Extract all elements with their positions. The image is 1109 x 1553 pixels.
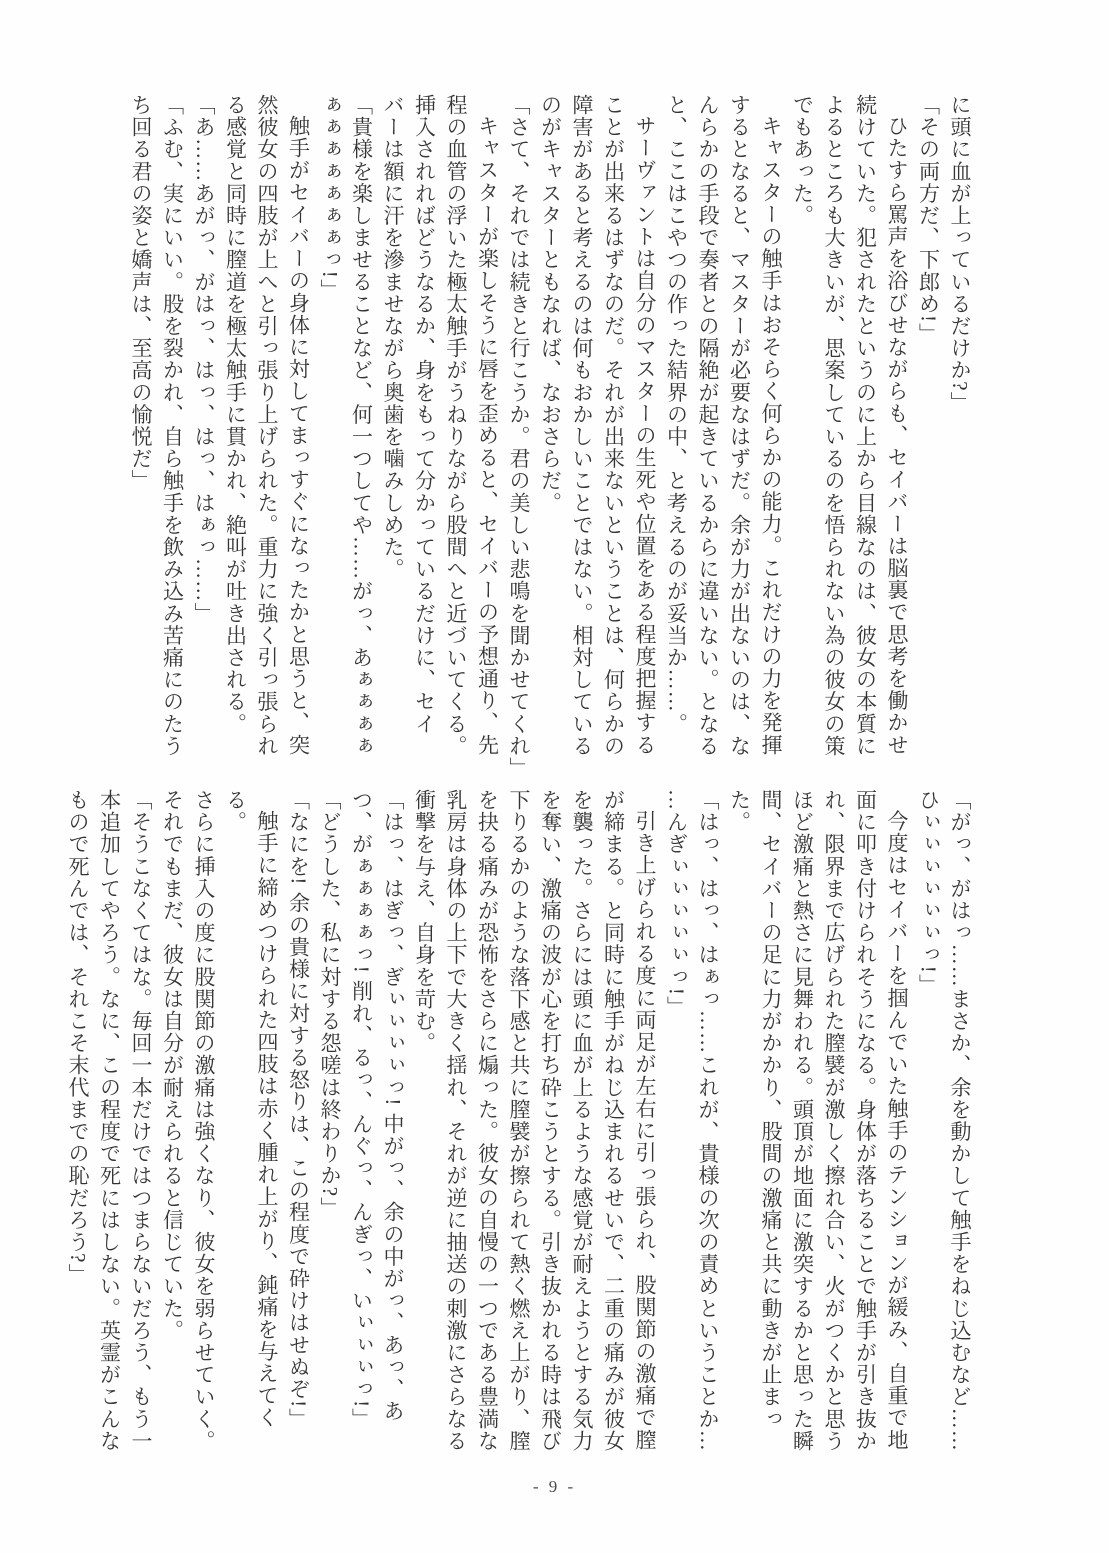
text-line: 引き上げられる度に両足が左右に引っ張られ、股関節の激痛で膣 xyxy=(633,810,657,1451)
text-line: れ、限界まで広げられた膣襞が激しく擦れ合い、火がつくかと思う xyxy=(822,789,846,1452)
text-line: 続けていた。犯されたというのに上から目線なのは、彼女の本質に xyxy=(853,94,878,757)
text-line: 触手がセイバーの身体に対してまっすぐになったかと思うと、突 xyxy=(286,115,311,756)
text-line: もので死んでは、それこそ末代までの恥だろう?」 xyxy=(66,789,90,1286)
text-line: 挿入されればどうなるか、身をもって分かっているだけに、セイ xyxy=(412,94,437,735)
text-line: さらに挿入の度に股関節の激痛は強くなり、彼女を弱らせていく。 xyxy=(192,789,216,1452)
page-number: - 9 - xyxy=(532,1477,577,1496)
text-line: 「なにを! 余の貴様に対する怒りは、この程度で砕けはせぬぞ!」 xyxy=(286,789,311,1431)
text-line: 乳房は身体の上下で大きく揺れ、それが逆に抽送の刺激にさらなる xyxy=(444,789,468,1452)
text-line: に頭に血が上っているだけか?」 xyxy=(948,94,972,414)
text-line: を襲った。さらには頭に血が上るような感覚が耐えようとする気力 xyxy=(570,789,594,1452)
text-line: 衝撃を与え、自身を苛む。 xyxy=(412,789,437,1055)
text-line: 程の血管の浮いた極太触手がうねりながら股間へと近づいてくる。 xyxy=(444,94,468,757)
text-line: 「そうこなくてはな。毎回一本だけではつまらないだろう、もう一 xyxy=(129,789,153,1452)
text-line: 「その両方だ、下郎め!」 xyxy=(916,94,941,346)
text-line: を抉る痛みが恐怖をさらに煽った。彼女の自慢の一つである豊満な xyxy=(475,789,500,1452)
text-line: のがキャスターともなれば、なおさらだ。 xyxy=(538,94,563,514)
text-line: 本追加してやろう。なに、この程度で死にはしない。英霊がこんな xyxy=(97,789,122,1452)
text-line: ち回る君の姿と嬌声は、至高の愉悦だ」 xyxy=(129,94,153,492)
text-line: よるところも大きいが、思案しているのを悟られない為の彼女の策 xyxy=(822,94,846,757)
text-line: 「どうした、私に対する怨嗟は終わりか?」 xyxy=(318,789,342,1220)
text-line: するとなると、マスターが必要なはずだ。余が力が出ないのは、な xyxy=(727,94,752,757)
text-line: ぁぁぁぁぁぁぁっ!」 xyxy=(318,94,342,301)
text-line: キャスターの触手はおそらく何らかの能力。これだけの力を発揮 xyxy=(759,115,783,756)
text-line: …んぎぃぃぃぃぃっ!」 xyxy=(664,789,689,1019)
text-line: る感覚と同時に膣道を極太触手に貫かれ、絶叫が吐き出される。 xyxy=(223,94,248,735)
text-line: 今度はセイバーを掴んでいた触手のテンションが緩み、自重で地 xyxy=(885,810,909,1451)
text-line: んらかの手段で奏者との隔絶が起きているからに違いない。となる xyxy=(696,94,720,757)
text-line: 障害があると考えるのは何もおかしいことではない。相対している xyxy=(570,94,594,757)
text-line: 「はっ、はっ、はぁっ……これが、貴様の次の責めということか… xyxy=(696,789,720,1452)
text-line: 然彼女の四肢が上へと引っ張り上げられた。重力に強く引っ張られ xyxy=(255,94,279,757)
text-line: ひぃぃぃぃぃぃっ!」 xyxy=(916,789,941,996)
lower-text-block xyxy=(62,789,976,1465)
text-line: バーは額に汗を滲ませながら奥歯を噛みしめた。 xyxy=(381,94,405,581)
text-line: サーヴァントは自分のマスターの生死や位置をある程度把握する xyxy=(633,115,657,756)
text-line: を奪い、激痛の波が心を打ち砕こうとする。引き抜かれる時は飛び xyxy=(538,789,563,1452)
text-line: 「がっ、がはっ……まさか、余を動かして触手をねじ込むなど…… xyxy=(948,789,972,1452)
text-line: 下りるかのような落下感と共に膣襞が擦られて熱く燃え上がり、膣 xyxy=(507,789,531,1452)
text-line: 「さて、それでは続きと行こうか。君の美しい悲鳴を聞かせてくれ」 xyxy=(507,94,531,780)
text-line: つ、がぁぁぁぁっ! 削れ、るっ、んぐっ、んぎっ、いぃぃぃっ!」 xyxy=(349,789,374,1431)
text-line: 「はっ、はぎっ、ぎぃぃぃぃっ! 中がっ、余の中がっ、あっ、あ xyxy=(381,789,405,1423)
text-line: 「貴様を楽しませることなど、何一つしてや……がっ、あぁぁぁぁ xyxy=(349,94,374,757)
upper-text-block xyxy=(125,94,976,780)
text-line: ことが出来るはずなのだ。それが出来ないということは、何らかの xyxy=(601,94,626,757)
text-line: キャスターが楽しそうに唇を歪めると、セイバーの予想通り、先 xyxy=(475,115,500,756)
text-line: それでもまだ、彼女は自分が耐えられると信じていた。 xyxy=(160,789,185,1342)
text-line: でもあった。 xyxy=(790,94,815,227)
text-line: と、ここはこやつの作った結界の中、と考えるのが妥当か……。 xyxy=(664,94,689,735)
text-line: ひたすら罵声を浴びせながらも、セイバーは脳裏で思考を働かせ xyxy=(885,115,909,756)
text-line: 触手に締めつけられた四肢は赤く腫れ上がり、鈍痛を与えてくる。 xyxy=(223,789,279,1429)
text-line: 「あ……あがっ、がはっ、はっ、はっ、はぁっ……」 xyxy=(192,94,216,625)
text-line: ほど激痛と熱さに見舞われる。頭頂が地面に激突するかと思った瞬 xyxy=(790,789,815,1452)
text-line: 「ふむ、実にいい。股を裂かれ、自ら触手を飲み込み苦痛にのたう xyxy=(160,94,185,757)
text-line: 面に叩き付けられそうになる。身体が落ちることで触手が引き抜か xyxy=(853,789,878,1452)
text-line: 間、セイバーの足に力がかかり、股間の激痛と共に動きが止まった。 xyxy=(727,789,783,1430)
text-line: が締まる。と同時に触手がねじ込まれるせいで、二重の痛みが彼女 xyxy=(601,789,626,1452)
